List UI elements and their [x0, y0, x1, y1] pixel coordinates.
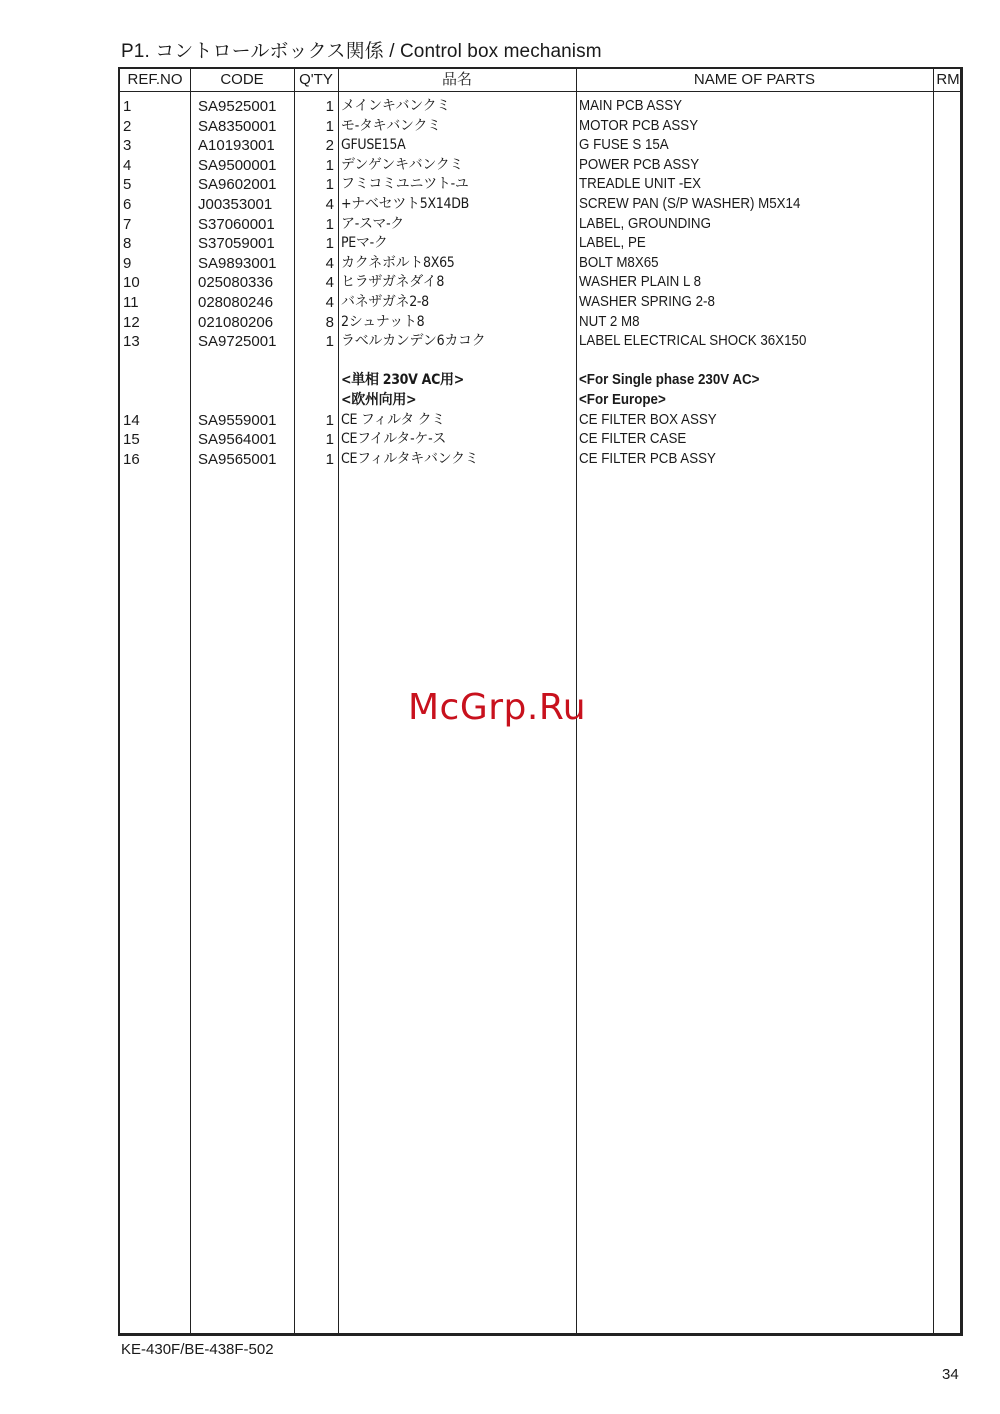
part-name: WASHER SPRING 2-8: [579, 294, 715, 310]
quantity: 1: [325, 117, 334, 135]
part-code: SA9564001: [198, 431, 277, 449]
part-code: SA8350001: [198, 117, 277, 135]
table-row: [120, 215, 960, 235]
quantity: 1: [325, 411, 334, 429]
header-qty: Q'TY: [299, 71, 333, 88]
japanese-name: ラベルカンデン6カコク: [341, 333, 486, 350]
note-single-phase-en: <For Single phase 230V AC>: [579, 372, 760, 389]
watermark: McGrp.Ru: [408, 687, 587, 728]
quantity: 1: [325, 450, 334, 468]
ref-no: 6: [123, 196, 132, 213]
japanese-name: モ-タキバンクミ: [341, 117, 441, 134]
part-code: SA9602001: [198, 176, 277, 194]
table-row: [120, 332, 960, 352]
table-header: [120, 69, 960, 92]
part-name: WASHER PLAIN L 8: [579, 274, 702, 291]
part-code: SA9525001: [198, 98, 277, 115]
table-row: [120, 136, 960, 156]
ref-no: 8: [123, 235, 132, 253]
part-name: LABEL, PE: [579, 235, 646, 252]
ref-no: 2: [123, 117, 132, 135]
table-row: [120, 313, 960, 333]
japanese-name: メインキバンクミ: [341, 98, 451, 114]
table-row: [120, 450, 960, 470]
table-row: [120, 430, 960, 450]
header-jp-name: 品名: [441, 71, 472, 88]
table-row: [120, 117, 960, 137]
part-name: BOLT M8X65: [579, 254, 659, 271]
part-code: 025080336: [198, 274, 274, 292]
japanese-name: バネザガネ2-8: [341, 294, 429, 310]
part-code: S37059001: [198, 235, 275, 253]
ref-no: 16: [123, 450, 140, 468]
ref-no: 5: [123, 176, 132, 194]
japanese-name: ヒラザガネダイ8: [341, 274, 445, 291]
header-code: CODE: [220, 71, 264, 88]
table-row: [120, 156, 960, 176]
table-row: [120, 273, 960, 293]
section-note: [120, 391, 960, 411]
part-name: CE FILTER BOX ASSY: [579, 411, 717, 428]
part-name: MOTOR PCB ASSY: [579, 117, 699, 134]
quantity: 8: [325, 313, 334, 331]
japanese-name: CEフイルタ-ケ-ス: [341, 431, 447, 448]
page-number: 34: [942, 1366, 959, 1383]
part-name: POWER PCB ASSY: [579, 156, 700, 173]
table-row: [120, 254, 960, 274]
quantity: 2: [325, 137, 334, 155]
note-europe-en: <For Europe>: [579, 392, 666, 408]
part-code: SA9893001: [198, 254, 277, 272]
quantity: 4: [325, 254, 334, 272]
table-row: [120, 195, 960, 215]
header-rm: RM: [936, 71, 960, 88]
page-title: P1. コントロールボックス関係 / Control box mechanism: [121, 41, 602, 62]
note-single-phase-jp: <単相 230V AC用>: [341, 372, 465, 389]
part-code: S37060001: [198, 215, 275, 233]
table-row: [120, 175, 960, 195]
note-europe-jp: <欧州向用>: [341, 392, 417, 408]
ref-no: 14: [123, 411, 140, 429]
quantity: 1: [325, 431, 334, 449]
footer-model: KE-430F/BE-438F-502: [121, 1341, 274, 1358]
japanese-name: カクネボルト8X65: [341, 254, 455, 271]
part-name: TREADLE UNIT -EX: [579, 176, 702, 193]
japanese-name: GFUSE15A: [341, 137, 406, 154]
part-name: SCREW PAN (S/P WASHER) M5X14: [579, 196, 801, 212]
quantity: 4: [325, 274, 334, 292]
header-ref-no: REF.NO: [127, 71, 183, 88]
quantity: 4: [325, 196, 334, 213]
part-code: SA9565001: [198, 450, 277, 468]
ref-no: 9: [123, 254, 132, 272]
quantity: 4: [325, 294, 334, 311]
part-name: G FUSE S 15A: [579, 137, 669, 154]
quantity: 1: [325, 235, 334, 253]
header-name-of-parts: NAME OF PARTS: [693, 71, 816, 88]
japanese-name: フミコミユニツト-ユ: [341, 176, 469, 193]
part-code: SA9500001: [198, 156, 277, 174]
japanese-name: PEマ-ク: [341, 235, 388, 252]
japanese-name: デンゲンキバンクミ: [341, 156, 464, 173]
part-name: MAIN PCB ASSY: [579, 98, 683, 114]
table-row: [120, 411, 960, 431]
quantity: 1: [325, 333, 334, 351]
table-row: [120, 97, 960, 117]
quantity: 1: [325, 176, 334, 194]
section-note: [120, 371, 960, 391]
part-code: 021080206: [198, 313, 274, 331]
part-code: 028080246: [198, 294, 274, 311]
quantity: 1: [325, 215, 334, 233]
part-code: A10193001: [198, 137, 275, 155]
ref-no: 1: [123, 98, 132, 115]
part-name: CE FILTER CASE: [579, 431, 687, 448]
table-row: [120, 234, 960, 254]
quantity: 1: [325, 156, 334, 174]
part-name: LABEL ELECTRICAL SHOCK 36X150: [579, 333, 807, 350]
part-code: SA9725001: [198, 333, 277, 351]
japanese-name: +ナベセツト5X14DB: [341, 196, 469, 212]
ref-no: 10: [123, 274, 140, 292]
japanese-name: CEフィルタキバンクミ: [341, 450, 479, 467]
part-code: SA9559001: [198, 411, 277, 429]
quantity: 1: [325, 98, 334, 115]
ref-no: 13: [123, 333, 140, 351]
part-name: CE FILTER PCB ASSY: [579, 450, 716, 467]
table-row: [120, 293, 960, 313]
part-name: NUT 2 M8: [579, 313, 640, 330]
japanese-name: 2シュナット8: [341, 313, 425, 330]
ref-no: 3: [123, 137, 132, 155]
japanese-name: ア-スマ-ク: [341, 215, 405, 232]
part-code: J00353001: [198, 196, 273, 213]
part-name: LABEL, GROUNDING: [579, 215, 711, 232]
ref-no: 11: [123, 294, 139, 311]
ref-no: 4: [123, 156, 132, 174]
japanese-name: CE フィルタ クミ: [341, 411, 446, 428]
ref-no: 7: [123, 215, 132, 233]
ref-no: 15: [123, 431, 140, 449]
ref-no: 12: [123, 313, 140, 331]
